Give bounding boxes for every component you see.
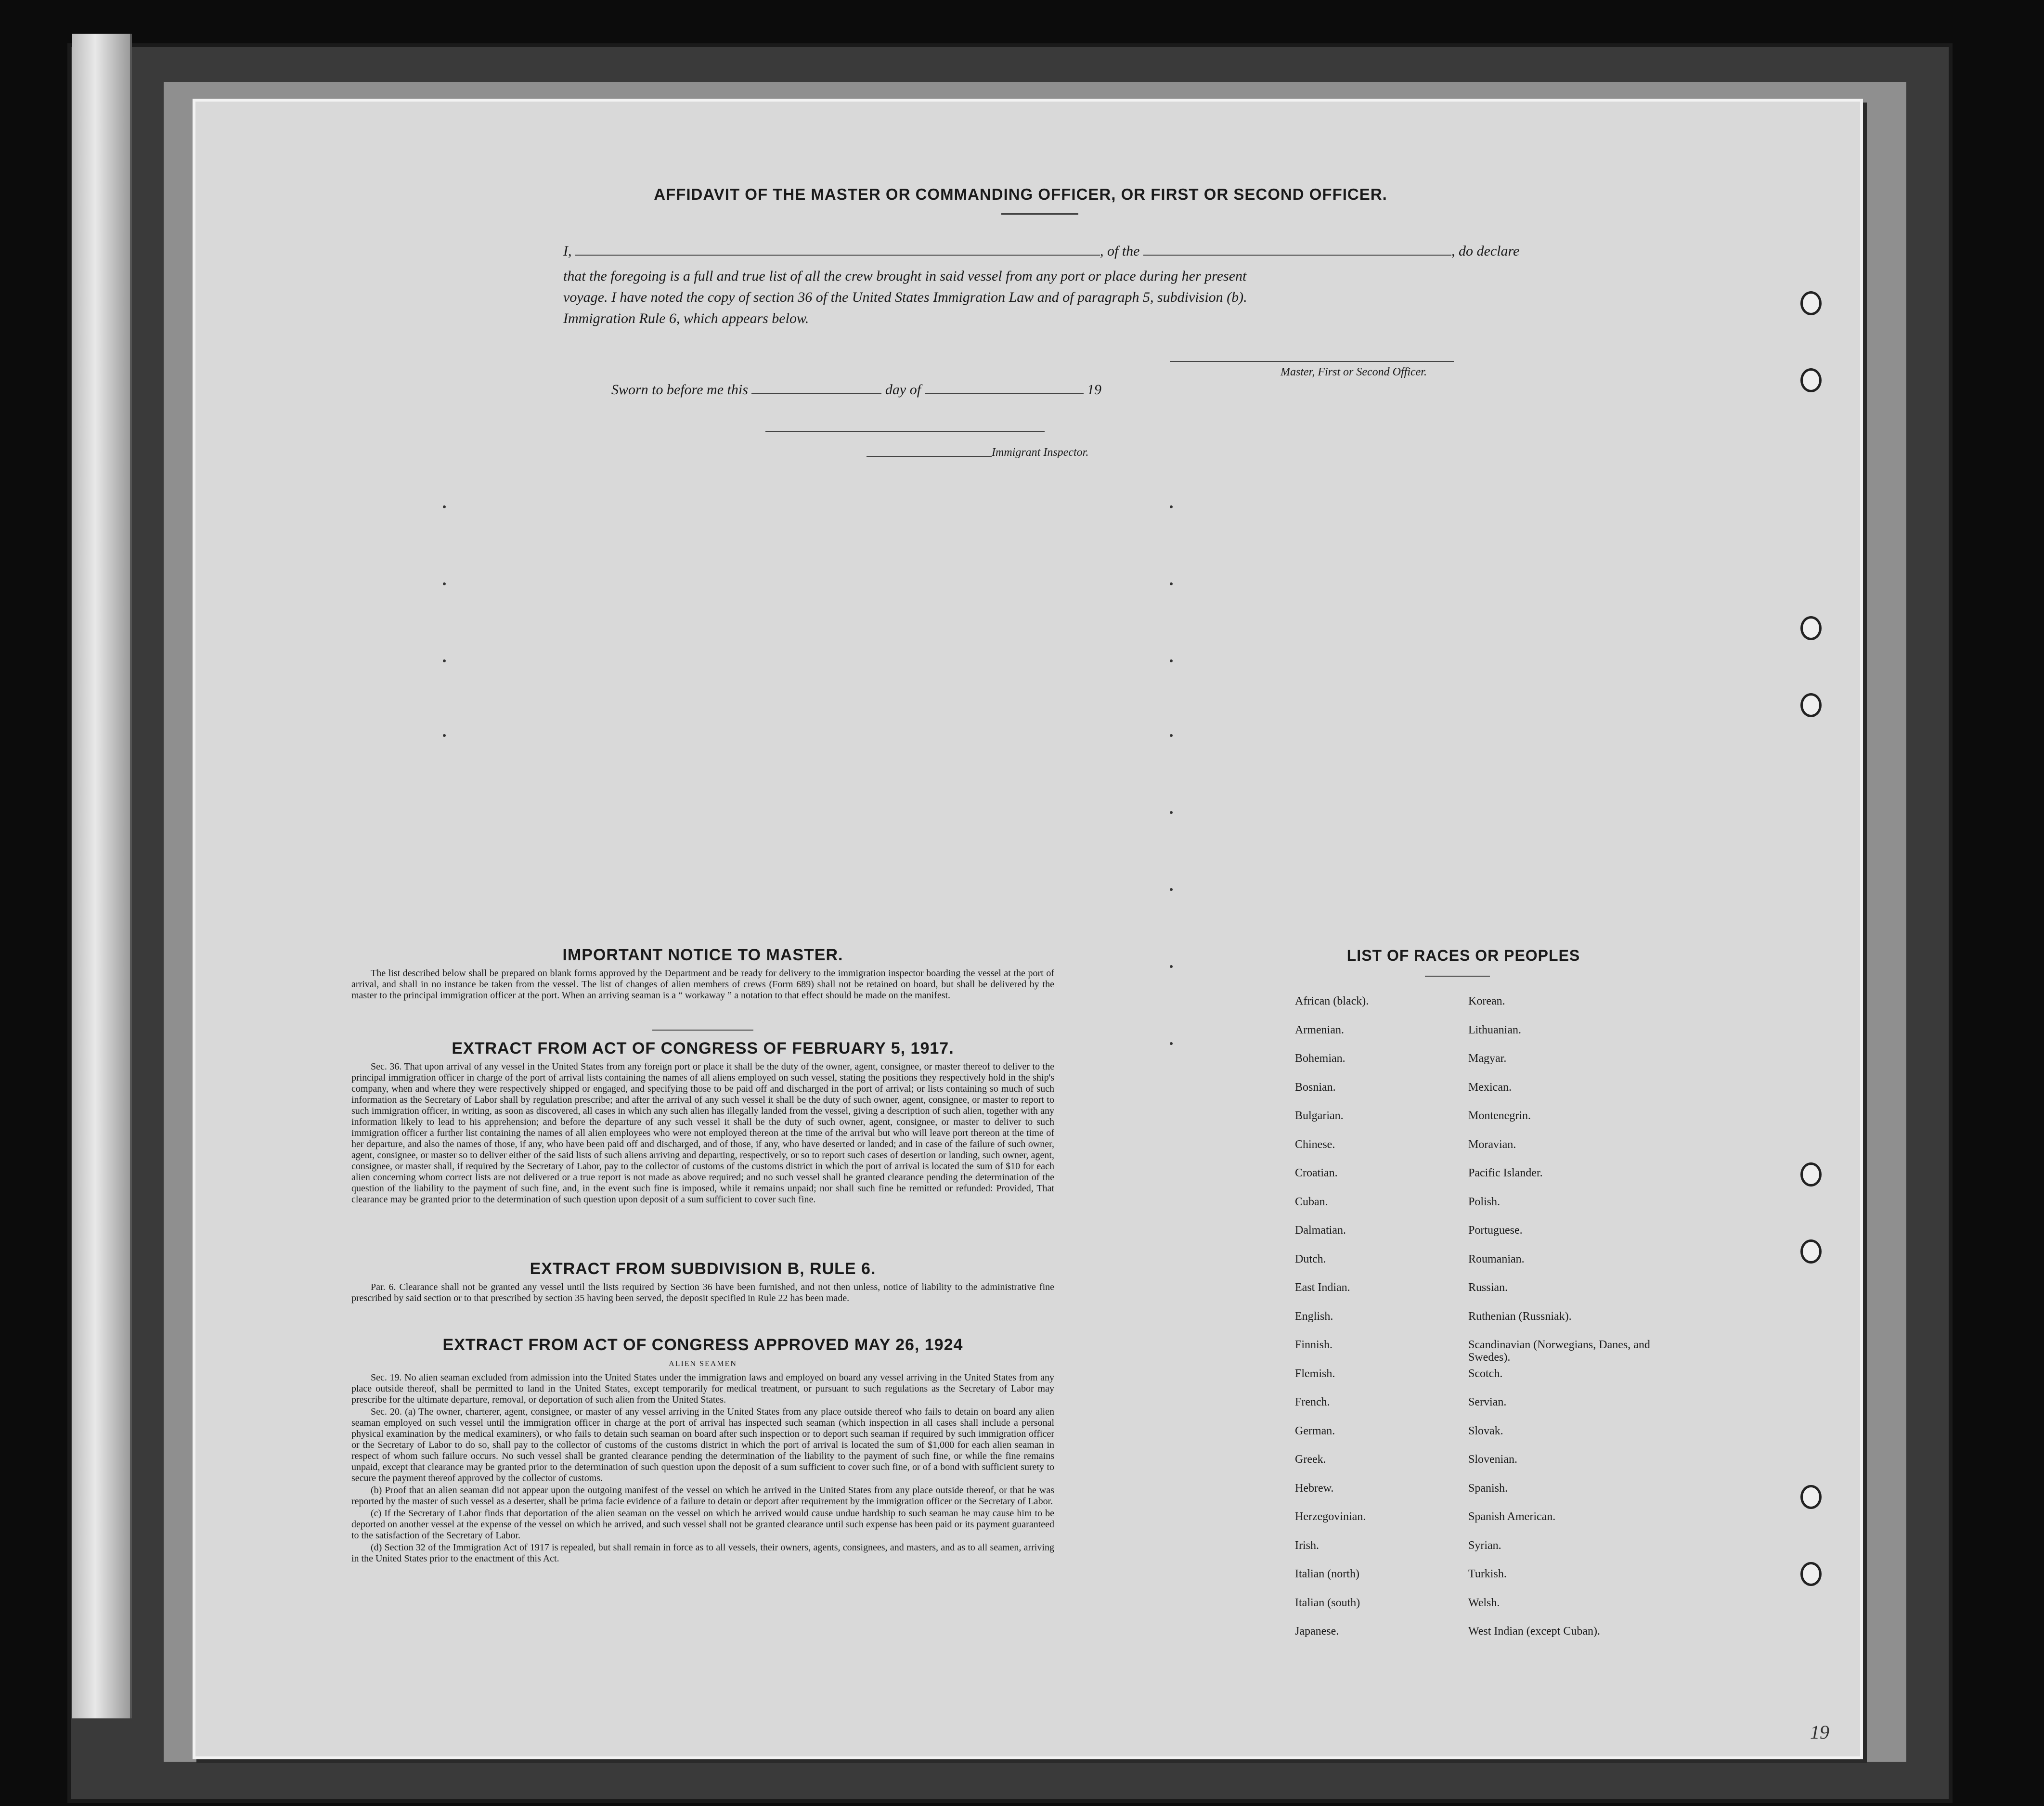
race-right-item: Mexican. bbox=[1468, 1081, 1512, 1094]
extract-1924-body bbox=[351, 1372, 1054, 1565]
punch-hole bbox=[1800, 1162, 1822, 1187]
vessel-name-blank[interactable] bbox=[1143, 255, 1451, 256]
race-right-item: Ruthenian (Russniak). bbox=[1468, 1310, 1572, 1323]
punch-hole bbox=[1800, 1485, 1822, 1509]
race-left-item: Bulgarian. bbox=[1295, 1109, 1344, 1122]
race-right-item: Lithuanian. bbox=[1468, 1023, 1521, 1036]
race-right-item: Spanish American. bbox=[1468, 1510, 1556, 1523]
bleed-dot bbox=[1170, 811, 1173, 814]
race-left-item: Japanese. bbox=[1295, 1625, 1339, 1638]
race-left-item: Italian (south) bbox=[1295, 1596, 1360, 1609]
sworn-month-blank[interactable] bbox=[925, 393, 1084, 394]
bleed-dot bbox=[1170, 734, 1173, 737]
bleed-dot bbox=[443, 505, 446, 508]
race-left-item: English. bbox=[1295, 1310, 1333, 1323]
race-left-item: Bosnian. bbox=[1295, 1081, 1336, 1094]
declarant-label: I, bbox=[563, 243, 572, 259]
bleed-dot bbox=[1170, 659, 1173, 662]
sec-20b-paragraph: (b) Proof that an alien seaman did not appear upon the outgoing manifest of the vessel on which he arrived in the United States from any place outside thereof, or that he was reported by the master of such vessel as a deserter, shall be prima facie evidence of a failure to detain or deport after requirement by the immigration officer or the Secretary of Labor. bbox=[351, 1485, 1054, 1507]
margin-note: 19 bbox=[1810, 1721, 1829, 1743]
bleed-dot bbox=[1170, 505, 1173, 508]
races-title: LIST OF RACES OR PEOPLES bbox=[1346, 947, 1580, 964]
punch-hole bbox=[1800, 1239, 1822, 1264]
race-right-item: Polish. bbox=[1468, 1195, 1501, 1208]
race-left-item: Dalmatian. bbox=[1295, 1224, 1346, 1237]
race-left-item: Bohemian. bbox=[1295, 1052, 1345, 1065]
left-page-edges bbox=[72, 34, 132, 1718]
inspector-label: Immigrant Inspector. bbox=[992, 446, 1089, 459]
race-left-item: Greek. bbox=[1295, 1453, 1326, 1466]
bleed-dot bbox=[443, 582, 446, 585]
sworn-label: Sworn to before me this bbox=[611, 382, 748, 398]
race-left-item: German. bbox=[1295, 1424, 1335, 1437]
race-left-item: Hebrew. bbox=[1295, 1482, 1334, 1495]
affidavit-line-2: that the foregoing is a full and true list of all the crew brought in said vessel from any port or place during her present bbox=[563, 268, 1247, 284]
race-left-item: East Indian. bbox=[1295, 1281, 1350, 1294]
punch-hole bbox=[1800, 693, 1822, 717]
affidavit-line-3: voyage. I have noted the copy of section 36 of the United States Immigration Law and of paragraph 5, subdivision (b). bbox=[563, 289, 1247, 305]
sec-20d-paragraph: (d) Section 32 of the Immigration Act of 1917 is repealed, but shall remain in force as to all vessels, their owners, agents, consignees, and masters, and as to all seamen, arriving in the United States prior to the enactment of this Act. bbox=[351, 1542, 1054, 1564]
bleed-dot bbox=[1170, 1042, 1173, 1045]
race-right-item: Spanish. bbox=[1468, 1482, 1508, 1495]
do-declare-label: , do declare bbox=[1451, 243, 1520, 259]
inspector-signature-line[interactable] bbox=[765, 431, 1045, 432]
extract-1924-title: EXTRACT FROM ACT OF CONGRESS APPROVED MAY 26, 1924 bbox=[442, 1336, 963, 1354]
race-right-item: Welsh. bbox=[1468, 1596, 1500, 1609]
race-left-item: Armenian. bbox=[1295, 1023, 1344, 1036]
race-right-item: Slovak. bbox=[1468, 1424, 1503, 1437]
race-right-item: West Indian (except Cuban). bbox=[1468, 1625, 1600, 1638]
sec-19-paragraph: Sec. 19. No alien seaman excluded from admission into the United States under the immigration laws and employed on board any vessel arriving in the United States from any place outside thereof, shall be permitted to land in the United States, except temporarily for medical treatment, or pursuant to such regulations as the Secretary of Labor may prescribe for the ultimate departure, removal, or deportation of such alien from the United States. bbox=[351, 1372, 1054, 1405]
punch-hole bbox=[1800, 291, 1822, 315]
race-right-item: Moravian. bbox=[1468, 1138, 1516, 1151]
affidavit-line-1 bbox=[563, 243, 1690, 259]
race-right-item: Russian. bbox=[1468, 1281, 1508, 1294]
year-label: 19 bbox=[1087, 382, 1102, 398]
sec-36-paragraph: Sec. 36. That upon arrival of any vessel in the United States from any foreign port or place it shall be the duty of the owner, agent, consignee, or master thereof to deliver to the principal immigration officer in charge of the port of arrival lists containing the names of all aliens employed on such vessel, stating the positions they respectively hold in the ship's company, when and where they were respectively shipped or engaged, and specifying those to be paid off and discharged in the port of arrival; or lists containing so much of such information as the Secretary of Labor shall by regulation prescribe; and after the arrival of any such vessel it shall be the duty of such owner, agent, consignee, or master to report to such immigration officer, in writing, as soon as discovered, all cases in which any such alien has illegally landed from the vessel, giving a description of such alien, together with any information likely to lead to his apprehension; and before the departure of any such vessel it shall be the duty of such owner, agent, consignee, or master to deliver to such immigration officer a further list containing the names of all alien employees who were not employed thereon at the time of the arrival but who will leave port thereon at the time of her departure, and also the names of those, if any, who have been paid off and discharged, and of those, if any, who have deserted or landed; and in case of the failure of such owner, agent, consignee, or master so to deliver either of the said lists of such aliens arriving and departing, respectively, or so to report such cases of desertion or landing, such owner, agent, consignee, or master shall, if required by the Secretary of Labor, pay to the collector of customs of the customs district in which the port of arrival is located the sum of $10 for each alien concerning whom correct lists are not delivered or a true report is not made as above required; and no such vessel shall be granted clearance pending the determination of the question of the liability to the payment of such fine, and, in the event such fine is imposed, while it remains unpaid; nor shall such fine be remitted or refunded: Provided, That clearance may be granted prior to the determination of such question upon deposit of a sum sufficient to cover such fine. bbox=[351, 1061, 1054, 1205]
race-right-item: Slovenian. bbox=[1468, 1453, 1517, 1466]
race-right-item: Roumanian. bbox=[1468, 1252, 1525, 1265]
race-left-item: Flemish. bbox=[1295, 1367, 1335, 1380]
sworn-day-blank[interactable] bbox=[751, 393, 881, 394]
day-of-label: day of bbox=[885, 382, 921, 398]
sworn-line bbox=[611, 382, 1101, 398]
affidavit-line-4: Immigration Rule 6, which appears below. bbox=[563, 310, 809, 326]
race-left-item: Cuban. bbox=[1295, 1195, 1328, 1208]
sec-20a-paragraph: Sec. 20. (a) The owner, charterer, agent, consignee, or master of any vessel arriving in the United States from any place outside thereof who fails to detain on board any alien seaman employed on such vessel until the immigration officer in charge at the port of arrival has inspected such seaman (which inspection in all cases shall include a personal physical examination by the medical examiners), or who fails to detain such seaman on board after such inspection or to deport such seaman if required by such immigration officer or the Secretary of Labor to do so, shall pay to the collector of customs of the customs district in which the port of arrival is located the sum of $1,000 for each alien seaman in respect of whom such failure occurs. No such vessel shall be granted clearance pending the determination of the liability to the payment of such fine, or while the fine remains unpaid, except that clearance may be granted prior to the determination of such question upon the deposit of a sum sufficient to cover such fine, or of a bond with sufficient surety to secure the payment thereof approved by the collector of customs. bbox=[351, 1406, 1054, 1484]
bleed-dot bbox=[1170, 965, 1173, 968]
punch-hole bbox=[1800, 616, 1822, 640]
section-rule bbox=[652, 1030, 753, 1031]
race-right-item: Scandinavian (Norwegians, Danes, and Swedes). bbox=[1468, 1339, 1650, 1364]
extract-rule6-body bbox=[351, 1282, 1054, 1305]
race-left-item: Italian (north) bbox=[1295, 1568, 1359, 1580]
race-left-item: Herzegovinian. bbox=[1295, 1510, 1366, 1523]
race-left-item: Finnish. bbox=[1295, 1339, 1333, 1351]
race-right-item: Pacific Islander. bbox=[1468, 1167, 1543, 1179]
race-right-item: Portuguese. bbox=[1468, 1224, 1523, 1237]
inspector-short-line bbox=[867, 456, 992, 457]
race-right-item: Servian. bbox=[1468, 1396, 1507, 1408]
race-right-item: Montenegrin. bbox=[1468, 1109, 1531, 1122]
signature-line[interactable] bbox=[1170, 361, 1454, 362]
par-6-paragraph: Par. 6. Clearance shall not be granted any vessel until the lists required by Section 36 have been furnished, and not then unless, notice of liability to the administrative fine prescribed by said section or to that prescribed by section 35 having been served, the deposit specified in Rule 22 has been made. bbox=[351, 1282, 1054, 1303]
race-left-item: French. bbox=[1295, 1396, 1330, 1408]
race-left-item: Croatian. bbox=[1295, 1167, 1338, 1179]
race-right-item: Korean. bbox=[1468, 995, 1505, 1007]
notice-body bbox=[351, 968, 1054, 1002]
bleed-dot bbox=[443, 734, 446, 737]
extract-1917-title: EXTRACT FROM ACT OF CONGRESS OF FEBRUARY 5, 1917. bbox=[452, 1039, 954, 1058]
of-the-label: , of the bbox=[1100, 243, 1140, 259]
race-right-item: Turkish. bbox=[1468, 1568, 1507, 1580]
affidavit-title: AFFIDAVIT OF THE MASTER OR COMMANDING OFFICER, OR FIRST OR SECOND OFFICER. bbox=[654, 185, 1387, 203]
sec-20c-paragraph: (c) If the Secretary of Labor finds that deportation of the alien seaman on the vessel on which he arrived would cause undue hardship to such seaman he may cause him to be deported on another vessel at the expense of the vessel on which he arrived, and such vessel shall not be granted clearance until such expense has been paid or its payment guaranteed to the satisfaction of the Secretary of Labor. bbox=[351, 1508, 1054, 1541]
bleed-dot bbox=[1170, 582, 1173, 585]
extract-rule6-title: EXTRACT FROM SUBDIVISION B, RULE 6. bbox=[530, 1260, 876, 1278]
race-right-item: Magyar. bbox=[1468, 1052, 1507, 1065]
declarant-name-blank[interactable] bbox=[575, 255, 1100, 256]
extract-1917-body bbox=[351, 1061, 1054, 1206]
race-left-item: Dutch. bbox=[1295, 1252, 1326, 1265]
race-left-item: African (black). bbox=[1295, 995, 1369, 1007]
bleed-dot bbox=[1170, 888, 1173, 891]
notice-paragraph: The list described below shall be prepared on blank forms approved by the Department and be ready for delivery to the immigration inspector boarding the vessel at the port of arrival, and shall in no instance be taken from the vessel. The list of changes of alien members of crews (Form 689) shall not be retained on board, but shall be delivered by the master to the principal immigration officer at the port. When an arriving seaman is a “ workaway ” a notation to that effect should be made on the manifest. bbox=[351, 968, 1054, 1001]
title-rule bbox=[1001, 213, 1078, 215]
punch-hole bbox=[1800, 368, 1822, 392]
race-left-item: Irish. bbox=[1295, 1539, 1319, 1552]
bleed-dot bbox=[443, 659, 446, 662]
notice-title: IMPORTANT NOTICE TO MASTER. bbox=[562, 946, 843, 964]
race-right-item: Scotch. bbox=[1468, 1367, 1503, 1380]
race-left-item: Chinese. bbox=[1295, 1138, 1335, 1151]
signature-label: Master, First or Second Officer. bbox=[1281, 366, 1427, 378]
race-right-item: Syrian. bbox=[1468, 1539, 1501, 1552]
races-title-rule bbox=[1425, 976, 1490, 977]
punch-hole bbox=[1800, 1562, 1822, 1586]
alien-seamen-subtitle: ALIEN SEAMEN bbox=[669, 1360, 737, 1368]
form-page bbox=[193, 99, 1863, 1759]
